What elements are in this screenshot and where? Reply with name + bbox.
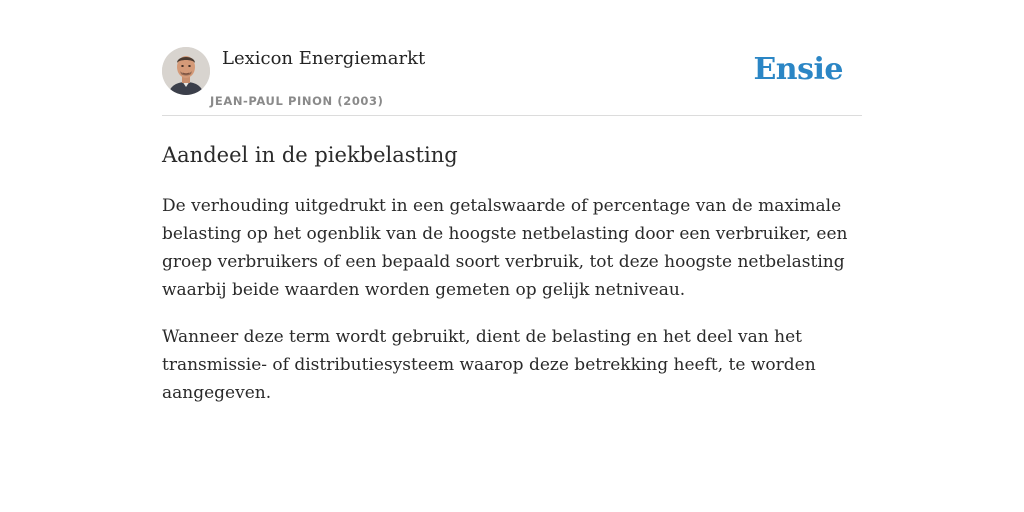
book-title[interactable]: Lexicon Energiemarkt	[222, 48, 426, 69]
entry-definition	[162, 192, 862, 407]
entry-header	[162, 44, 862, 116]
definition-paragraph: De verhouding uitgedrukt in een getalswaarde of percentage van de maximale belasting op het ogenblik van de hoogste netbelasting door een verbruiker, een groep verbruikers of een bepaald soort verbruik, tot deze hoogste netbelasting waarbij beide waarden worden gemeten op gelijk netniveau.	[162, 196, 848, 300]
definition-paragraph: Wanneer deze term wordt gebruikt, dient de belasting en het deel van het transmissie- of distributiesysteem waarop deze betrekking heeft, te worden aangegeven.	[162, 327, 816, 403]
author-portrait-icon[interactable]	[162, 47, 210, 95]
ensie-logo[interactable]: Ensie	[753, 52, 843, 87]
entry-card	[162, 44, 862, 407]
entry-term-title: Aandeel in de piekbelasting	[162, 143, 458, 167]
author-byline[interactable]: JEAN-PAUL PINON (2003)	[210, 94, 384, 108]
